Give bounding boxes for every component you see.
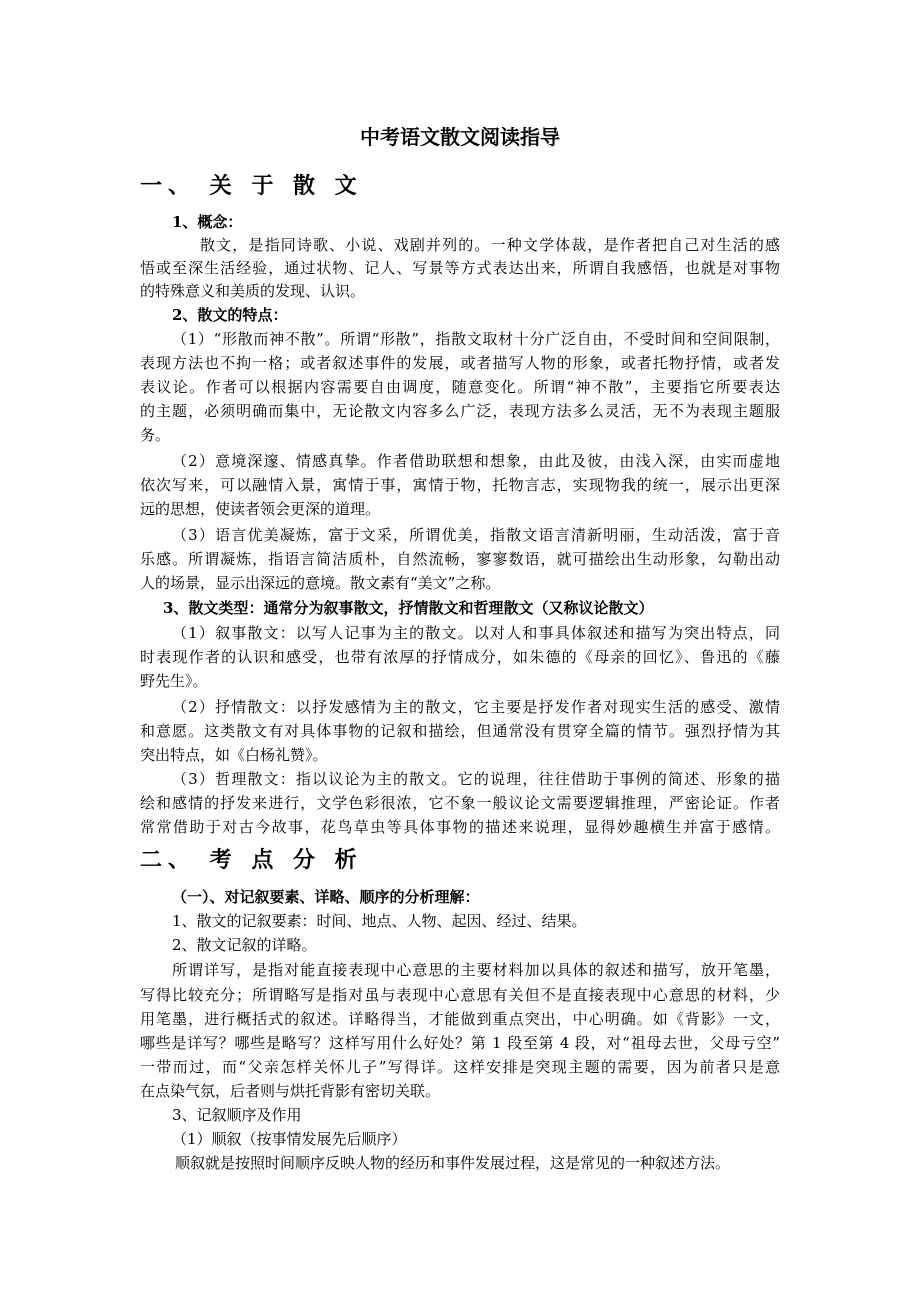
type3-line: 常常借助于对古今故事，花鸟草虫等具体事物的描述来说理，显得妙趣横生并富于感情。 xyxy=(140,818,780,836)
subheading-features: 2、散文的特点： xyxy=(172,306,288,324)
type1-line: 野先生》。 xyxy=(140,672,208,690)
concept-line: 的特殊意义和美质的发现、认识。 xyxy=(140,282,366,300)
type3-line: 绘和感情的抒发来进行，文学色彩很浓，它不象一般议论文需要逻辑推理，严密论证。作者 xyxy=(140,794,780,812)
subheading-narrative-elements: （一）、对记叙要素、详略、顺序的分析理解： xyxy=(172,888,480,906)
feature2-line: 远的思想，使读者领会更深的道理。 xyxy=(140,500,381,518)
detail-line: 写得比较充分；所谓略写是指对虽与表现中心意思有关但不是直接表现中心意思的材料，少 xyxy=(140,986,780,1004)
detail-line: 哪些是详写？哪些是略写？这样写用什么好处？第 1 段至第 4 段，对“祖母去世，父母亏空” xyxy=(140,1034,780,1052)
document-title: 中考语文散文阅读指导 xyxy=(360,125,560,149)
subheading-concept: 1、概念： xyxy=(172,213,243,231)
detail-line: 在点染气氛，后者则与烘托背影有密切关联。 xyxy=(140,1082,441,1100)
type3-line: （3）哲理散文：指以议论为主的散文。它的说理，往往借助于事例的简述、形象的描 xyxy=(172,770,780,788)
feature1-line: 的主题，必须明确而集中，无论散文内容多么广泛，表现方法多么灵活，无不为表现主题服 xyxy=(140,402,780,420)
feature1-line: 表议论。作者可以根据内容需要自由调度，随意变化。所谓“神不散”，主要指它所要表达 xyxy=(140,378,780,396)
feature1-line: 务。 xyxy=(140,426,171,444)
feature3-line: 乐感。所谓凝炼，指语言简洁质朴，自然流畅，寥寥数语，就可描绘出生动形象，勾勒出动 xyxy=(140,550,780,568)
concept-line: 散文，是指同诗歌、小说、戏剧并列的。一种文学体裁，是作者把自己对生活的感 xyxy=(200,236,780,254)
feature2-line: （2）意境深邃、情感真挚。作者借助联想和想象，由此及彼，由浅入深，由实而虚地 xyxy=(172,452,780,470)
order-heading: 3、记叙顺序及作用 xyxy=(172,1106,302,1124)
feature3-line: （3）语言优美凝炼，富于文采，所谓优美，指散文语言清新明丽，生动活泼，富于音 xyxy=(172,526,780,544)
elements-line: 1、散文的记叙要素：时间、地点、人物、起因、经过、结果。 xyxy=(172,912,587,930)
order1-line: 顺叙就是按照时间顺序反映人物的经历和事件发展过程，这是常见的一种叙述方法。 xyxy=(175,1154,731,1172)
type1-line: （1）叙事散文：以写人记事为主的散文。以对人和事具体叙述和描写为突出特点，同 xyxy=(172,624,780,642)
section-heading-about-prose: 一、 关 于 散 文 xyxy=(140,173,363,199)
feature2-line: 依次写来，可以融情入景，寓情于事，寓情于物，托物言志，实现物我的统一，展示出更深 xyxy=(140,476,780,494)
concept-line: 悟或至深生活经验，通过状物、记人、写景等方式表达出来，所谓自我感悟，也就是对事物 xyxy=(140,259,780,277)
detail-line: 所谓详写，是指对能直接表现中心意思的主要材料加以具体的叙述和描写，放开笔墨， xyxy=(172,961,780,979)
detail-line: 用笔墨，进行概括式的叙述。详略得当，才能做到重点突出，中心明确。如《背影》一文， xyxy=(140,1010,780,1028)
type1-line: 时表现作者的认识和感受，也带有浓厚的抒情成分，如朱德的《母亲的回忆》、鲁迅的《藤 xyxy=(140,648,780,666)
feature1-line: （1）“形散而神不散”。所谓“形散”，指散文取材十分广泛自由，不受时间和空间限制， xyxy=(172,330,780,348)
section-heading-exam-points: 二、 考 点 分 析 xyxy=(140,847,363,873)
feature1-line: 表现方法也不拘一格；或者叙述事件的发展，或者描写人物的形象，或者托物抒情，或者发 xyxy=(140,354,780,372)
detail-heading: 2、散文记叙的详略。 xyxy=(172,936,317,954)
feature3-line: 人的场景，显示出深远的意境。散文素有“美文”之称。 xyxy=(140,574,501,592)
order1-heading: （1）顺叙（按事情发展先后顺序） xyxy=(172,1130,407,1148)
detail-line: 一带而过，而“父亲怎样关怀儿子”写得详。这样安排是突现主题的需要，因为前者只是意 xyxy=(140,1058,780,1076)
type2-line: 突出特点，如《白杨礼赞》。 xyxy=(140,746,328,764)
subheading-types: 3、散文类型：通常分为叙事散文，抒情散文和哲理散文（又称议论散文） xyxy=(163,599,654,617)
type2-line: （2）抒情散文：以抒发感情为主的散文，它主要是抒发作者对现实生活的感受、激情 xyxy=(172,698,780,716)
type2-line: 和意愿。这类散文有对具体事物的记叙和描绘，但通常没有贯穿全篇的情节。强烈抒情为其 xyxy=(140,722,780,740)
